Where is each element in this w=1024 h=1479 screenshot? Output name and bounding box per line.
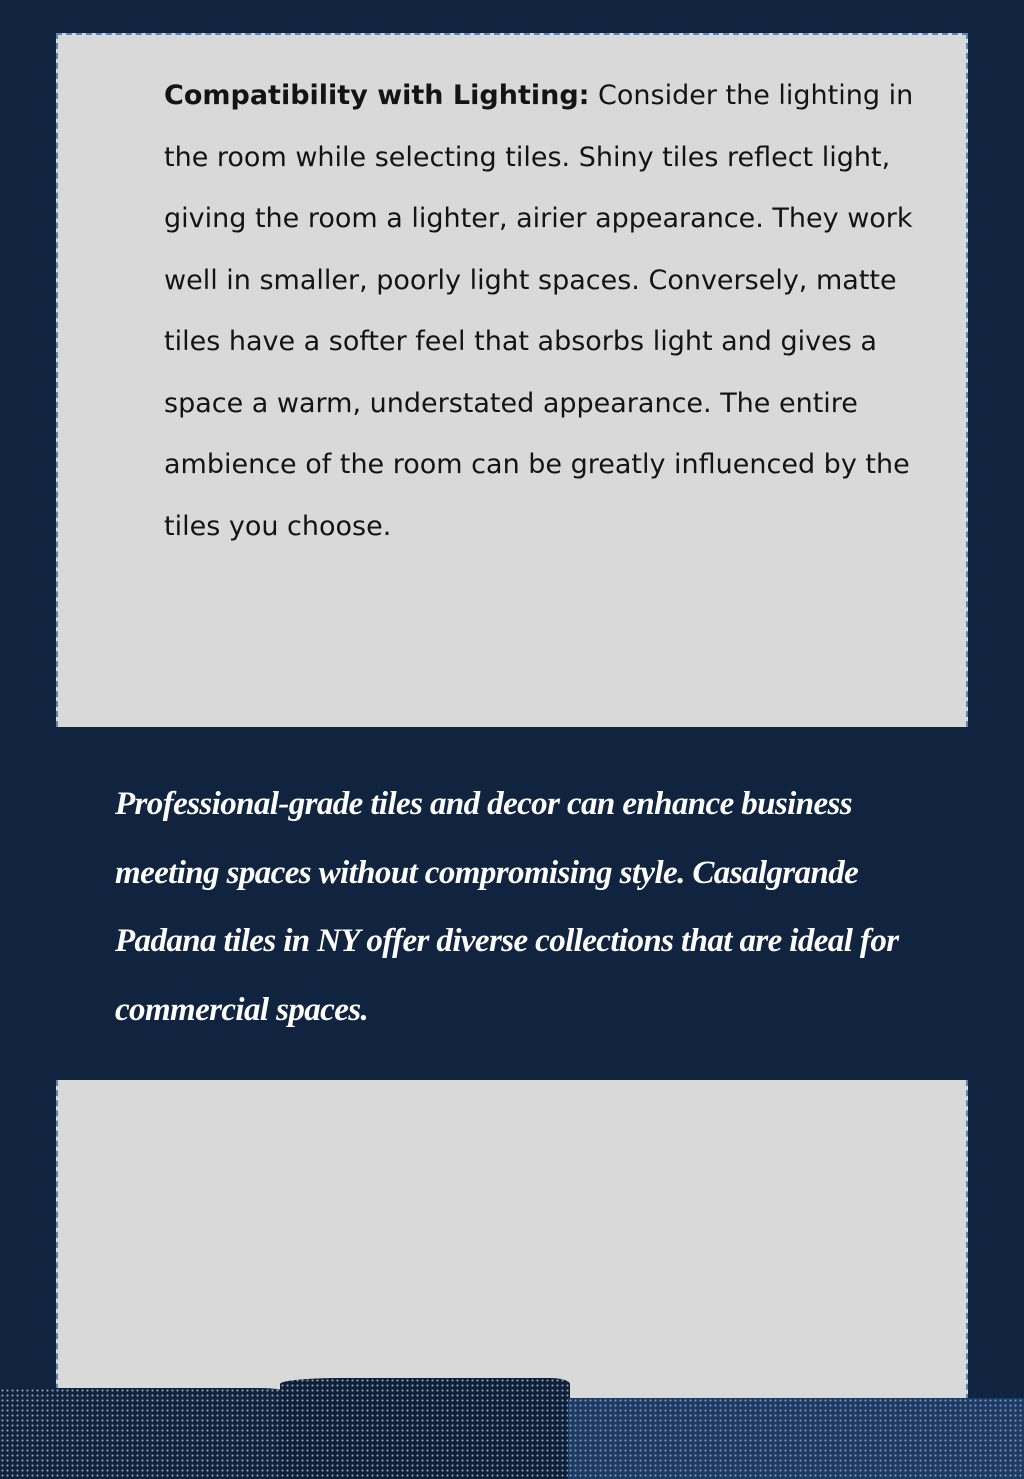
body-paragraph xyxy=(164,65,944,557)
section-heading: Compatibility with Lighting: xyxy=(164,80,590,111)
image-placeholder-panel xyxy=(56,1080,968,1410)
pull-quote: Professional-grade tiles and decor can enhance business meeting spaces without compromising style. Casalgrande Padana tiles in NY offer diverse collections that are ideal for commercial spaces. xyxy=(115,786,899,1028)
decorative-dot-pattern-right xyxy=(568,1398,1024,1479)
decorative-dot-pattern-left xyxy=(0,1388,290,1479)
section-body: Consider the lighting in the room while selecting tiles. Shiny tiles reflect light, giving the room a lighter, airier appearance. They work well in smaller, poorly light spaces. Conversely, matte tiles have a softer feel that absorbs light and gives a space a warm, understated appearance. The entire ambience of the room can be greatly influenced by the tiles you choose. xyxy=(164,80,914,542)
decorative-dot-pattern-middle xyxy=(280,1378,570,1479)
content-panel xyxy=(56,33,968,727)
